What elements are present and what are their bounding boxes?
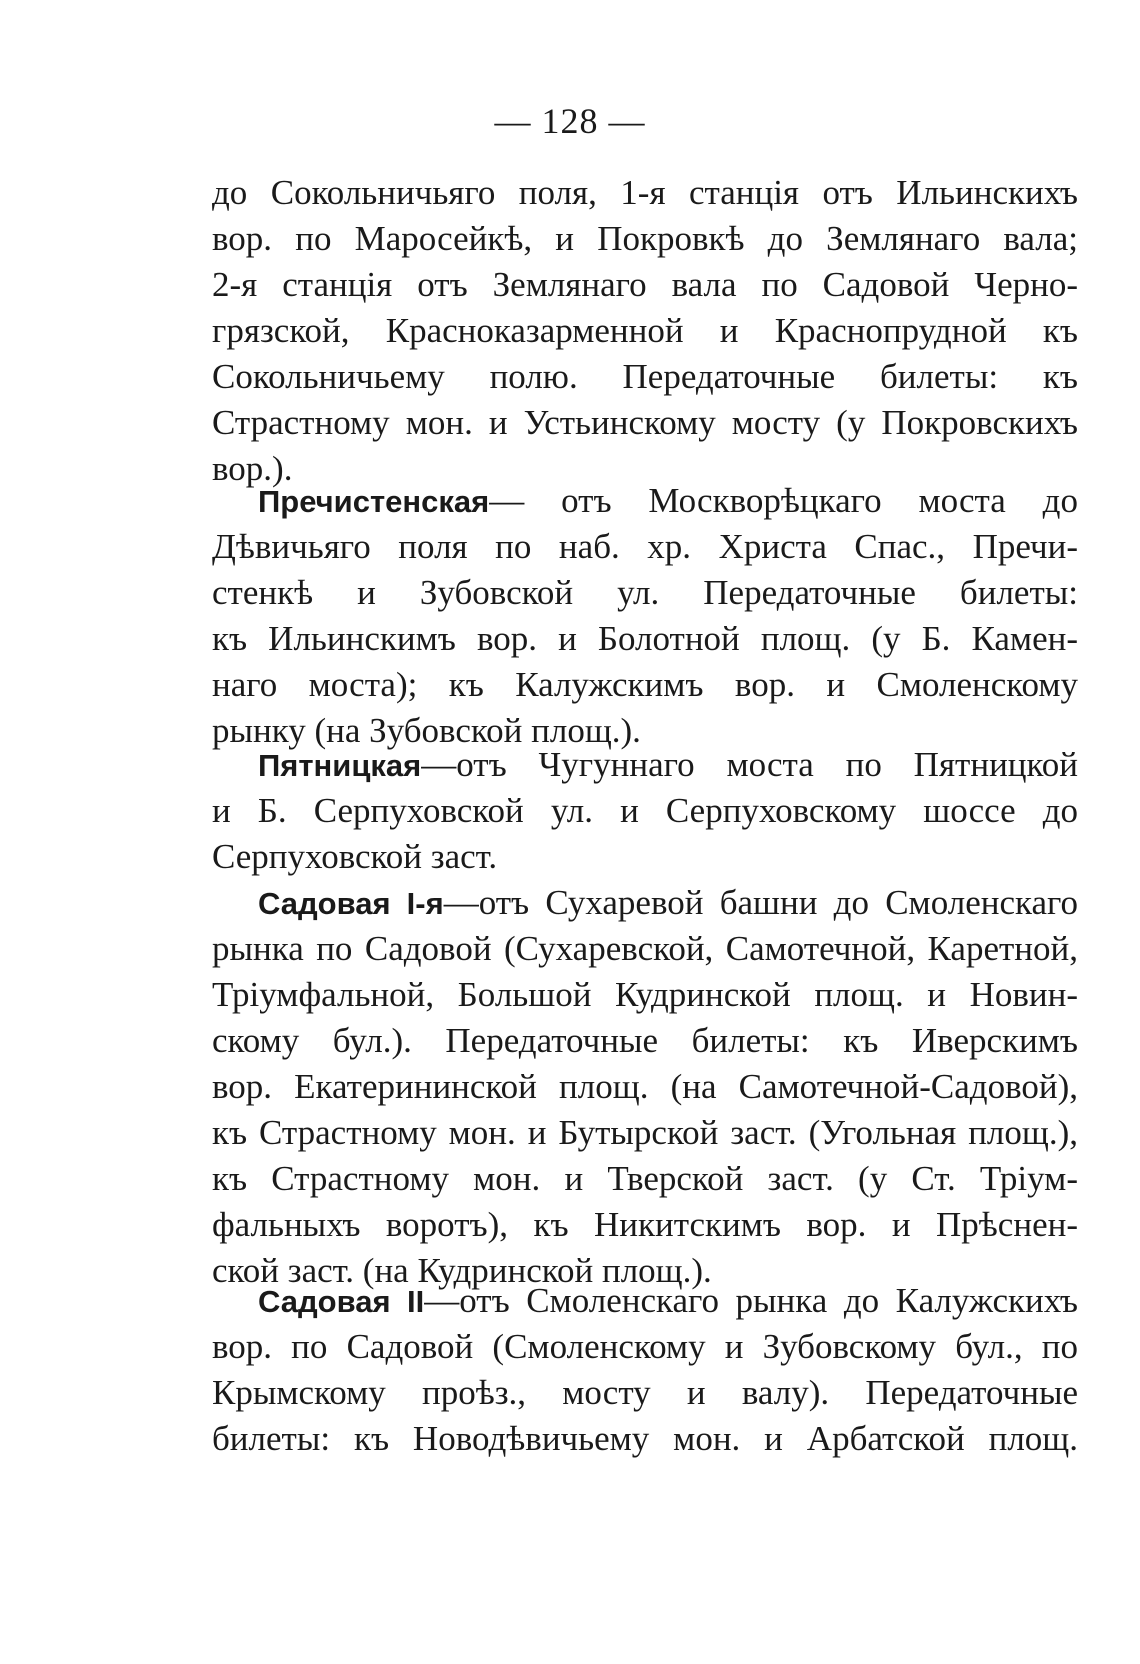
text-fragment: —отъ Чугуннаго моста по Пятницкой	[421, 745, 1078, 784]
route-name: Садовая II	[258, 1284, 425, 1319]
paragraph-sadovaya-2	[212, 1278, 1078, 1462]
text-fragment: — отъ Москворѣцкаго моста до	[489, 481, 1078, 520]
text-line	[212, 880, 1078, 926]
text-line: вор. Екатерининской площ. (на Самотечной-Садовой),	[212, 1067, 1078, 1106]
text-line: рынка по Садовой (Сухаревской, Самотечной, Каретной,	[212, 929, 1078, 968]
text-line: вор. по Маросейкѣ, и Покровкѣ до Землянаго вала;	[212, 219, 1078, 258]
paragraph-pyatnitskaya	[212, 742, 1078, 880]
text-line	[212, 742, 1078, 788]
paragraph-sadovaya-1	[212, 880, 1078, 1294]
text-line: Серпуховской заст.	[212, 837, 498, 876]
text-line: стенкѣ и Зубовской ул. Передаточные билеты:	[212, 573, 1078, 612]
text-line: вор.).	[212, 449, 293, 488]
page-number: — 128 —	[494, 101, 646, 141]
text-line: скому бул.). Передаточные билеты: къ Иверскимъ	[212, 1021, 1078, 1060]
text-line: Крымскому проѣз., мосту и валу). Передаточные	[212, 1373, 1078, 1412]
text-line: къ Страстному мон. и Бутырской заст. (Угольная площ.),	[212, 1113, 1078, 1152]
text-line: Тріумфальной, Большой Кудринской площ. и Новин-	[212, 975, 1078, 1014]
text-line: къ Ильинскимъ вор. и Болотной площ. (у Б. Камен-	[212, 619, 1078, 658]
text-line	[212, 1278, 1078, 1324]
route-name: Пречистенская	[258, 484, 490, 519]
paragraph-continuation	[212, 170, 1078, 492]
text-line: грязской, Краснoказарменной и Краснопрудной къ	[212, 311, 1078, 350]
text-fragment: —отъ Смоленскаго рынка до Калужскихъ	[424, 1281, 1078, 1320]
text-line: фальныхъ воротъ), къ Никитскимъ вор. и Прѣснен-	[212, 1205, 1078, 1244]
text-line: 2-я станція отъ Землянаго вала по Садовой Черно-	[212, 265, 1078, 304]
text-line: билеты: къ Новодѣвичьему мон. и Арбатской площ.	[212, 1419, 1078, 1458]
text-line: Дѣвичьяго поля по наб. хр. Христа Спас., Пречи-	[212, 527, 1078, 566]
text-line	[212, 478, 1078, 524]
text-line: рынку (на Зубовской площ.).	[212, 711, 641, 750]
route-name: Садовая I-я	[258, 886, 444, 921]
paragraph-prechistenskaya	[212, 478, 1078, 754]
text-line: и Б. Серпуховской ул. и Серпуховскому шоссе до	[212, 791, 1078, 830]
text-line: наго моста); къ Калужскимъ вор. и Смоленскому	[212, 665, 1078, 704]
text-line: вор. по Садовой (Смоленскому и Зубовскому бул., по	[212, 1327, 1078, 1366]
text-fragment: —отъ Сухаревой башни до Смоленскаго	[443, 883, 1078, 922]
route-name: Пятницкая	[258, 748, 422, 783]
text-line: Сокольничьему полю. Передаточные билеты: къ	[212, 357, 1078, 396]
text-line: ской заст. (на Кудринской площ.).	[212, 1251, 712, 1290]
text-line: къ Страстному мон. и Тверской заст. (у Ст. Тріум-	[212, 1159, 1078, 1198]
text-line: Страстному мон. и Устьинскому мосту (у Покровскихъ	[212, 403, 1078, 442]
text-line: до Сокольничьяго поля, 1-я станція отъ Ильинскихъ	[212, 173, 1078, 212]
